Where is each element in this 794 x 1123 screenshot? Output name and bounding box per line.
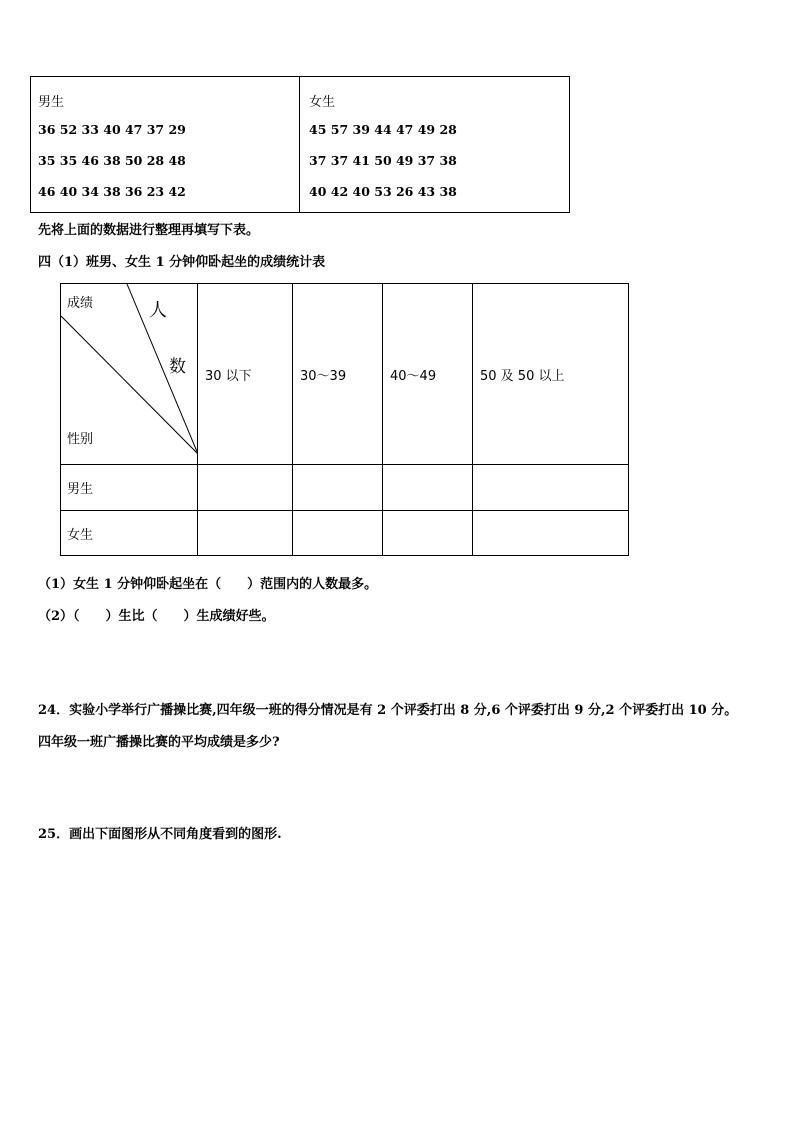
diag-label-ren: 人 bbox=[149, 300, 167, 321]
col-header-50-above: 50 及 50 以上 bbox=[473, 284, 629, 465]
girls-row-2: 37 37 41 50 49 37 38 bbox=[309, 153, 457, 168]
boys-row-2: 35 35 46 38 50 28 48 bbox=[38, 153, 186, 168]
boys-data-cell bbox=[31, 77, 300, 213]
girls-header: 女生 bbox=[309, 95, 336, 110]
diag-label-gender: 性别 bbox=[67, 432, 94, 447]
boys-below-30-blank[interactable] bbox=[198, 465, 293, 511]
girls-30-39-blank[interactable] bbox=[293, 511, 383, 556]
boys-40-49-blank[interactable] bbox=[383, 465, 473, 511]
girls-row-3: 40 42 40 53 26 43 38 bbox=[309, 184, 457, 199]
boys-row-1: 36 52 33 40 47 37 29 bbox=[38, 122, 186, 137]
problem-25-line-1: 25．画出下面图形从不同角度看到的图形. bbox=[38, 827, 282, 842]
diag-label-score: 成绩 bbox=[67, 296, 94, 311]
diag-label-shu: 数 bbox=[169, 357, 186, 377]
boys-row-3: 46 40 34 38 36 23 42 bbox=[38, 184, 186, 199]
col-header-40-49: 40～49 bbox=[383, 284, 473, 465]
problem-24-line-2: 四年级一班广播操比赛的平均成绩是多少? bbox=[38, 735, 280, 750]
boys-30-39-blank[interactable] bbox=[293, 465, 383, 511]
col-header-below-30: 30 以下 bbox=[198, 284, 293, 465]
stats-table-title: 四（1）班男、女生 1 分钟仰卧起坐的成绩统计表 bbox=[38, 255, 326, 270]
raw-data-table bbox=[30, 76, 570, 213]
diagonal-header-cell bbox=[61, 284, 198, 465]
girls-below-30-blank[interactable] bbox=[198, 511, 293, 556]
stats-table bbox=[60, 283, 629, 556]
question-2: （2）（ ）生比（ ）生成绩好些。 bbox=[38, 609, 275, 624]
row-label-boys: 男生 bbox=[61, 465, 198, 511]
instruction-text: 先将上面的数据进行整理再填写下表。 bbox=[38, 223, 260, 238]
boys-50-above-blank[interactable] bbox=[473, 465, 629, 511]
girls-row-1: 45 57 39 44 47 49 28 bbox=[309, 122, 457, 137]
girls-data-cell bbox=[300, 77, 570, 213]
col-header-30-39: 30～39 bbox=[293, 284, 383, 465]
question-1: （1）女生 1 分钟仰卧起坐在（ ）范围内的人数最多。 bbox=[38, 577, 378, 592]
girls-50-above-blank[interactable] bbox=[473, 511, 629, 556]
row-label-girls: 女生 bbox=[61, 511, 198, 556]
boys-header: 男生 bbox=[38, 95, 65, 110]
problem-24-line-1: 24．实验小学举行广播操比赛,四年级一班的得分情况是有 2 个评委打出 8 分,6 个评委打出 9 分,2 个评委打出 10 分。 bbox=[38, 703, 738, 718]
girls-40-49-blank[interactable] bbox=[383, 511, 473, 556]
